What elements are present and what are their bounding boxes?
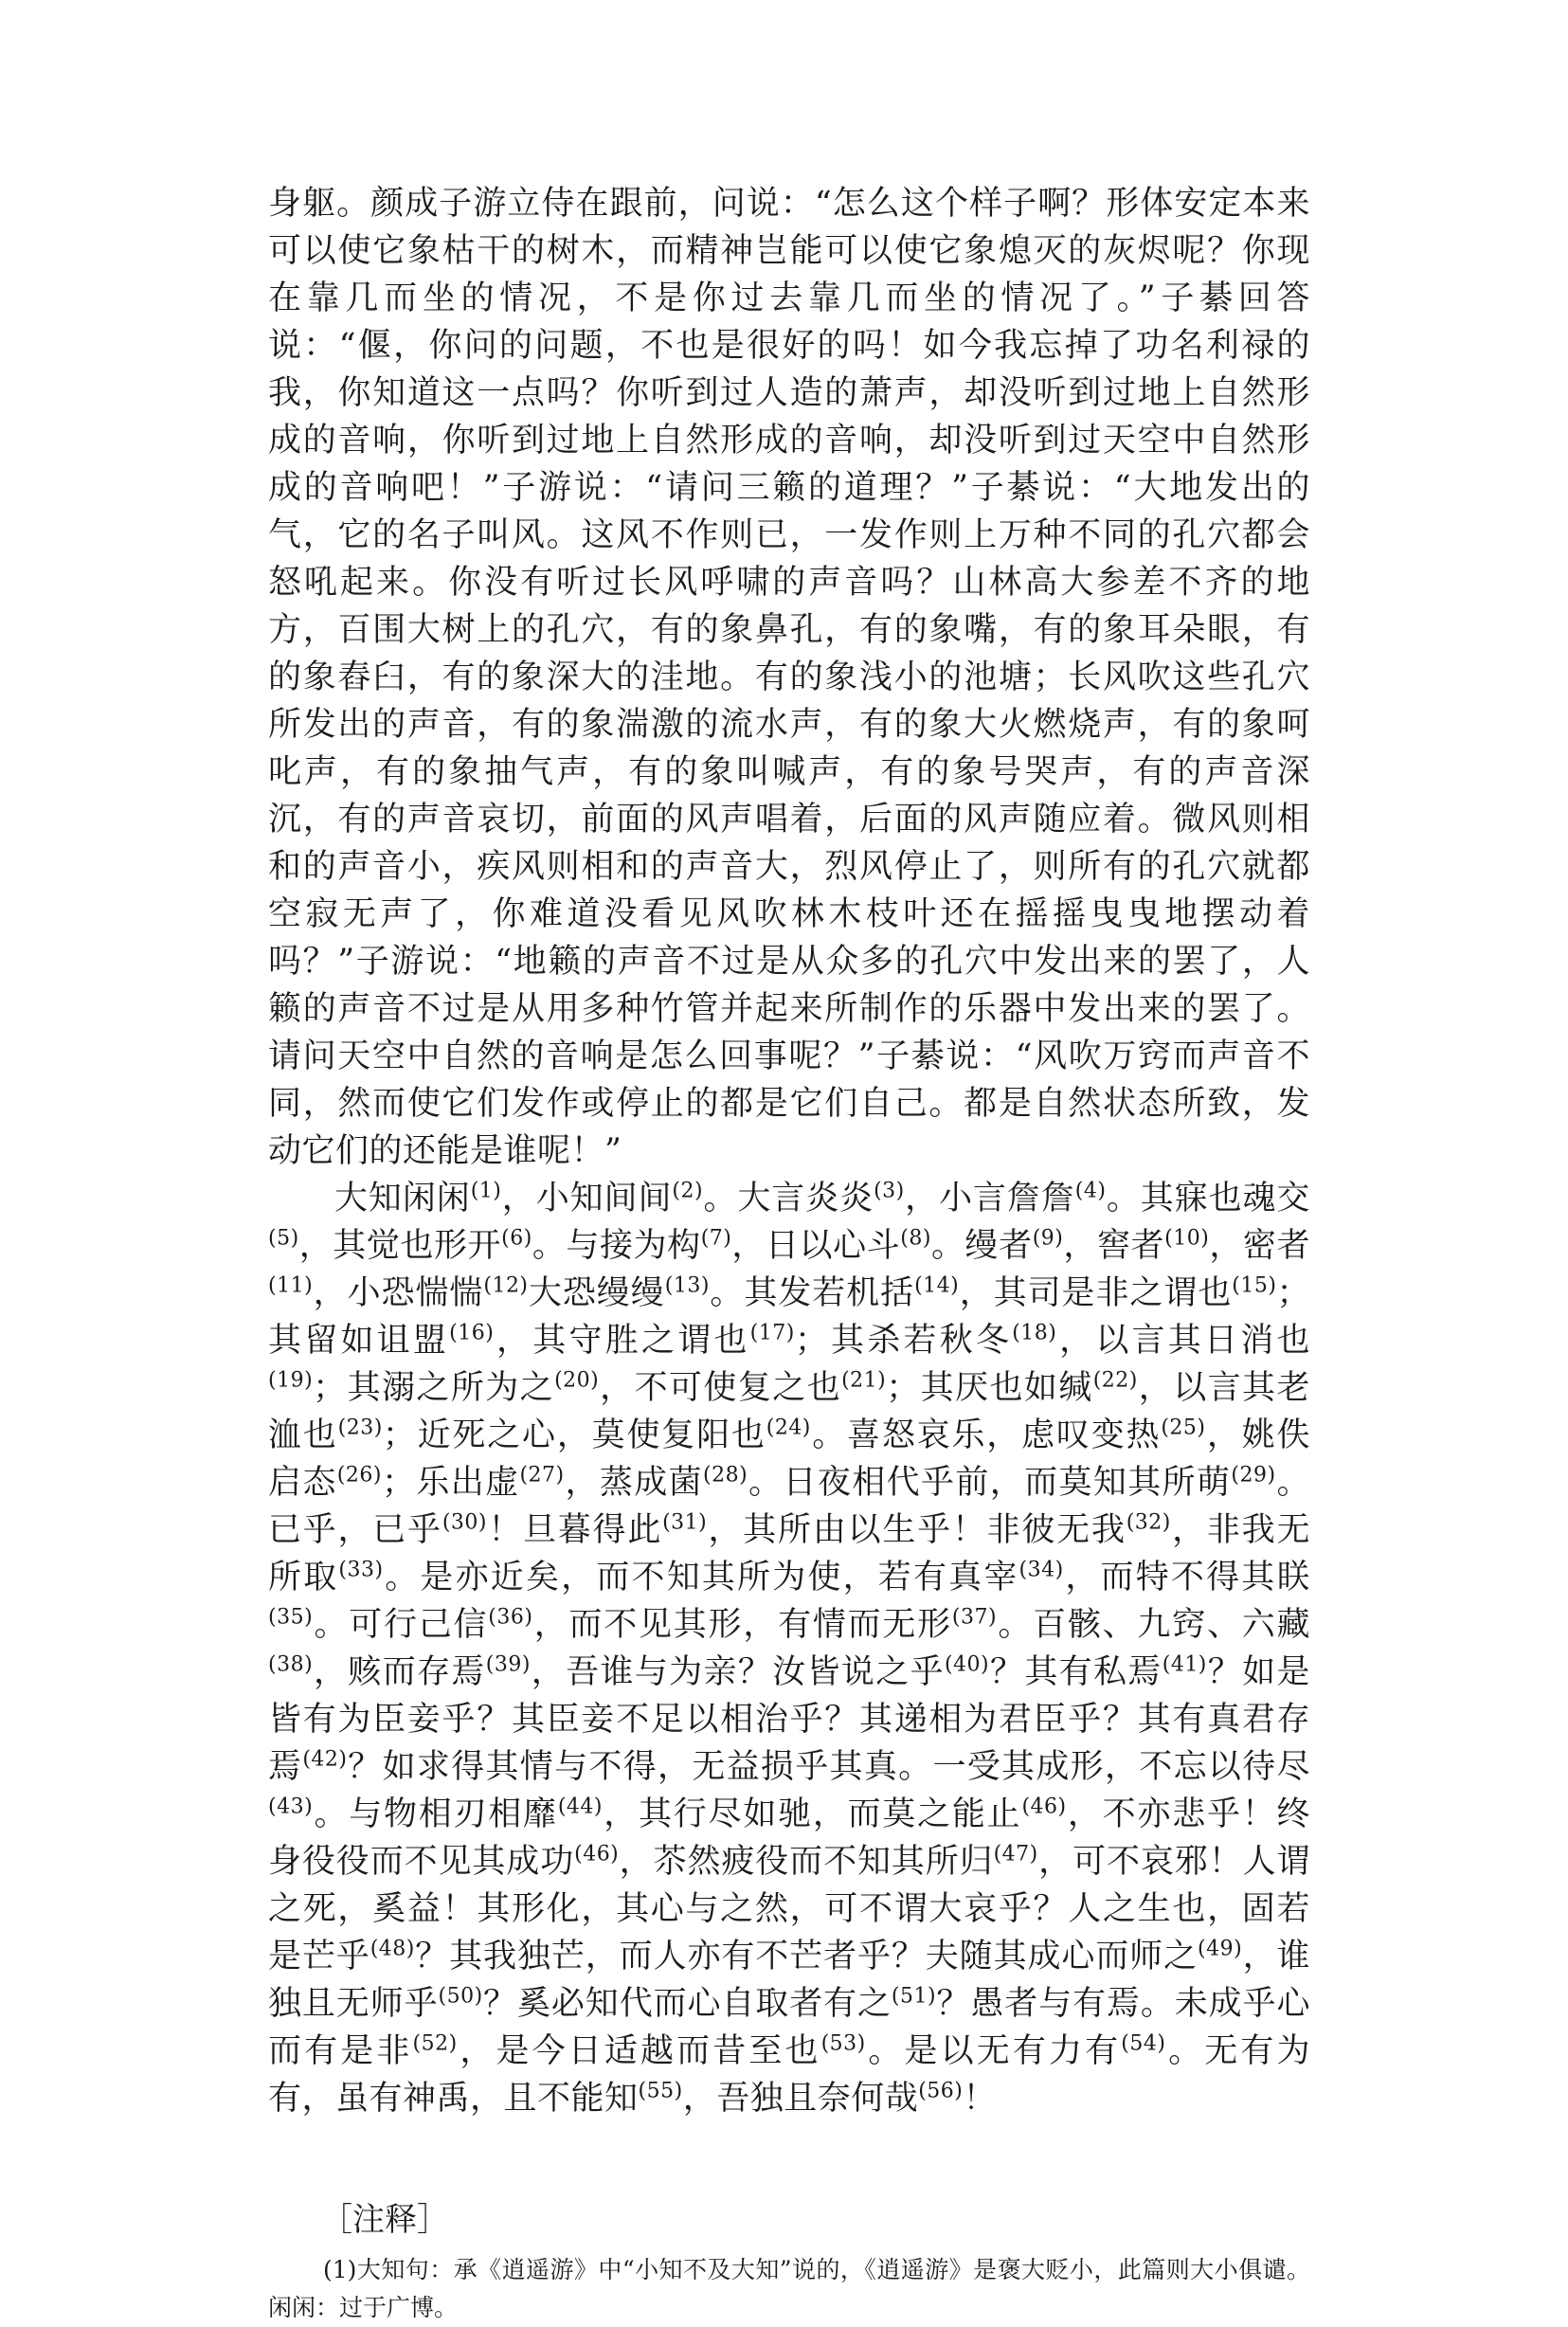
text-segment: ，是今日适越而昔至也 [457,2032,821,2070]
text-segment: 。百骸、九窍、六藏 [997,1606,1310,1644]
text-segment: ，窖者 [1063,1227,1165,1265]
text-segment: ，日以心斗 [731,1227,901,1265]
footnote-ref: (21) [841,1368,887,1393]
footnote-ref: (29) [1231,1463,1276,1488]
footnote-ref: (53) [820,2031,866,2056]
text-segment: ，不亦悲乎！终身役役而不见其成功 [268,1795,1310,1881]
footnote-ref: (25) [1161,1416,1206,1440]
text-segment: ，姚佚启态 [268,1416,1310,1502]
text-segment: ？奚必知代而心自取者有之 [482,1985,892,2023]
footnote-ref: (30) [442,1510,487,1535]
footnote-ref: (49) [1198,1937,1243,1961]
text-segment: ，小知间间 [501,1180,673,1218]
text-segment: 。可行己信 [313,1606,489,1644]
text-segment: ，而特不得其眹 [1063,1559,1310,1596]
footnote-ref: (44) [557,1795,603,1819]
text-segment: ？愚者与有焉。未成乎心而有是非 [268,1985,1310,2070]
text-segment: 。日夜相代乎前，而莫知其所萌 [748,1464,1232,1502]
text-segment: 。喜怒哀乐，虑叹变热 [810,1416,1162,1454]
text-segment: 。是亦近矣，而不知其所为使，若有真宰 [383,1559,1019,1596]
footnote-ref: (48) [369,1937,415,1961]
text-segment: 。与物相刃相靡 [313,1795,558,1833]
footnote-ref: (40) [944,1652,990,1677]
footnote-ref: (35) [268,1605,314,1630]
text-segment: 。是以无有力有 [865,2032,1122,2070]
footnote-ref: (37) [951,1605,998,1630]
footnote-ref: (27) [519,1463,565,1488]
text-segment: ！旦暮得此 [487,1511,663,1549]
footnote-ref: (8) [900,1226,931,1251]
footnote-ref: (34) [1018,1558,1064,1582]
text-segment: ，不可使复之也 [599,1369,842,1407]
note-1: (1)大知句：承《逍遥游》中“小知不及大知”说的，《逍遥游》是褒大贬小，此篇则大小俱谴。闲闲：过于广博。 [268,2256,1310,2321]
text-segment: ，以言其日消也 [1056,1322,1310,1360]
text-segment: ？如求得其情与不得，无益损乎其真。一受其成形，不忘以待尽 [347,1748,1310,1786]
text-segment: 。其发若机括 [709,1274,915,1312]
footnote-ref: (32) [1126,1510,1171,1535]
text-segment: ，非我无所取 [268,1511,1310,1596]
footnote-ref: (52) [412,2031,458,2056]
footnote-ref: (39) [485,1652,531,1677]
footnote-ref: (28) [703,1463,748,1488]
footnote-ref: (4) [1074,1179,1107,1203]
text-segment: ，苶然疲役而不知其所归 [619,1843,994,1881]
text-segment: ，小言詹詹 [904,1180,1075,1218]
text-segment: 。已乎，已乎 [268,1464,1310,1549]
text-segment: ？如是皆有为臣妾乎？其臣妾不足以相治乎？其递相为君臣乎？其有真君存焉 [268,1653,1310,1786]
footnote-ref: (2) [672,1179,704,1203]
footnote-ref: (1) [470,1179,502,1203]
footnote-ref: (36) [488,1605,533,1630]
footnote-ref: (43) [268,1795,314,1819]
text-segment: ；乐出虚 [381,1464,520,1502]
text-segment: 大知闲闲 [334,1180,471,1218]
text-segment: ！ [963,2080,997,2118]
footnote-ref: (19) [268,1368,314,1393]
text-segment: ，密者 [1209,1227,1310,1265]
text-segment: ，其所由以生乎！非彼无我 [707,1511,1126,1549]
page-content [268,180,1310,2327]
text-segment: ，可不哀邪！人谓之死，奚益！其形化，其心与之然，可不谓大哀乎？人之生也，固若是芒乎 [268,1843,1310,1975]
footnote-ref: (46) [574,1842,620,1867]
translation-paragraph: 身躯。颜成子游立侍在跟前，问说：“怎么这个样子啊？形体安定本来可以使它象枯干的树木，而精神岂能可以使它象熄灭的灰烬呢？你现在靠几而坐的情况，不是你过去靠几而坐的情况了。”子綦回答说：“偃，你问的问题，不也是很好的吗！如今我忘掉了功名利禄的我，你知道这一点吗？你听到过人造的萧声，却没听到过地上自然形成的音响，你听到过地上自然形成的音响，却没听到过天空中自然形成的音响吧！”子游说：“请问三籁的道理？”子綦说：“大地发出的气，它的名子叫风。这风不作则已，一发作则上万种不同的孔穴都会怒吼起来。你没有听过长风呼啸的声音吗？山林高大参差不齐的地方，百围大树上的孔穴，有的象鼻孔，有的象嘴，有的象耳朵眼，有的象舂臼，有的象深大的洼地。有的象浅小的池塘；长风吹这些孔穴所发出的声音，有的象湍激的流水声，有的象大火燃烧声，有的象呵叱声，有的象抽气声，有的象叫喊声，有的象号哭声，有的声音深沉，有的声音哀切，前面的风声唱着，后面的风声随应着。微风则相和的声音小，疾风则相和的声音大，烈风停止了，则所有的孔穴就都空寂无声了，你难道没看见风吹林木枝叶还在摇摇曳曳地摆动着吗？”子游说：“地籁的声音不过是从众多的孔穴中发出来的罢了，人籁的声音不过是从用多种竹管并起来所制作的乐器中发出来的罢了。请问天空中自然的音响是怎么回事呢？”子綦说：“风吹万窍而声音不同，然而使它们发作或停止的都是它们自己。都是自然状态所致，发动它们的还能是谁呢！” [268,185,1310,1170]
footnote-ref: (50) [438,1984,483,2009]
text-segment: ；其厌也如缄 [886,1369,1093,1407]
text-segment: ，以言其老洫也 [268,1369,1310,1454]
text-segment: ，而不见其形，有情而无形 [532,1606,952,1644]
footnote-ref: (54) [1121,2031,1166,2056]
footnote-ref: (31) [662,1510,708,1535]
text-segment: 。大言炎炎 [703,1180,874,1218]
text-segment: ，其守胜之谓也 [494,1322,750,1360]
footnote-ref: (46) [1021,1795,1067,1819]
text-segment: ，谁独且无师乎 [268,1938,1310,2023]
text-segment: ；其溺之所为之 [313,1369,555,1407]
footnote-ref: (41) [1162,1652,1207,1677]
footnote-ref: (15) [1232,1273,1277,1298]
footnote-ref: (33) [338,1558,384,1582]
footnote-ref: (55) [638,2079,683,2103]
text-segment: ，其行尽如驰，而莫之能止 [602,1795,1022,1833]
footnote-ref: (24) [766,1416,811,1440]
text-segment: ；其杀若秋冬 [794,1322,1013,1360]
footnote-ref: (7) [700,1226,732,1251]
text-segment: ，其司是非之谓也 [959,1274,1233,1312]
footnote-ref: (26) [336,1463,382,1488]
footnote-ref: (5) [268,1226,299,1251]
footnote-ref: (11) [268,1273,314,1298]
text-segment: ，赅而存焉 [313,1653,486,1691]
footnote-ref: (38) [268,1652,314,1677]
text-segment: ，吾独且奈何哉 [682,2080,919,2118]
footnote-ref: (16) [449,1321,495,1345]
text-segment: 。与接为构 [532,1227,701,1265]
footnote-ref: (17) [749,1321,795,1345]
text-segment: ；近死之心，莫使复阳也 [382,1416,766,1454]
text-segment: 。其寐也魂交 [1106,1180,1310,1218]
footnote-ref: (20) [554,1368,600,1393]
footnote-ref: (47) [993,1842,1038,1867]
text-segment: 。缦者 [930,1227,1033,1265]
footnote-ref: (23) [337,1416,383,1440]
footnote-ref: (18) [1012,1321,1057,1345]
footnote-ref: (12) [483,1273,529,1298]
text-segment: ？其我独芒，而人亦有不芒者乎？夫随其成心而师之 [414,1938,1198,1975]
footnote-ref: (14) [914,1273,960,1298]
footnote-ref: (10) [1164,1226,1210,1251]
footnote-ref: (13) [664,1273,710,1298]
text-segment: 。无有为有，虽有神禹，且不能知 [268,2032,1310,2118]
notes-heading: ［注释］ [320,2201,449,2239]
footnote-ref: (22) [1092,1368,1138,1393]
text-segment: ，吾谁与为亲？汝皆说之乎 [530,1653,945,1691]
text-segment: ？其有私焉 [989,1653,1162,1691]
text-segment: ，蒸成菌 [564,1464,704,1502]
footnote-ref: (51) [891,1984,937,2009]
footnote-ref: (6) [501,1226,532,1251]
text-segment: 大恐缦缦 [528,1274,665,1312]
text-segment: ，小恐惴惴 [313,1274,484,1312]
text-segment: ；其留如诅盟 [268,1274,1310,1360]
footnote-ref: (56) [918,2079,964,2103]
footnote-ref: (42) [302,1747,348,1772]
footnote-ref: (3) [874,1179,905,1203]
original-text-paragraph [268,1175,1310,2122]
footnote-ref: (9) [1032,1226,1064,1251]
text-segment: ，其觉也形开 [298,1227,502,1265]
